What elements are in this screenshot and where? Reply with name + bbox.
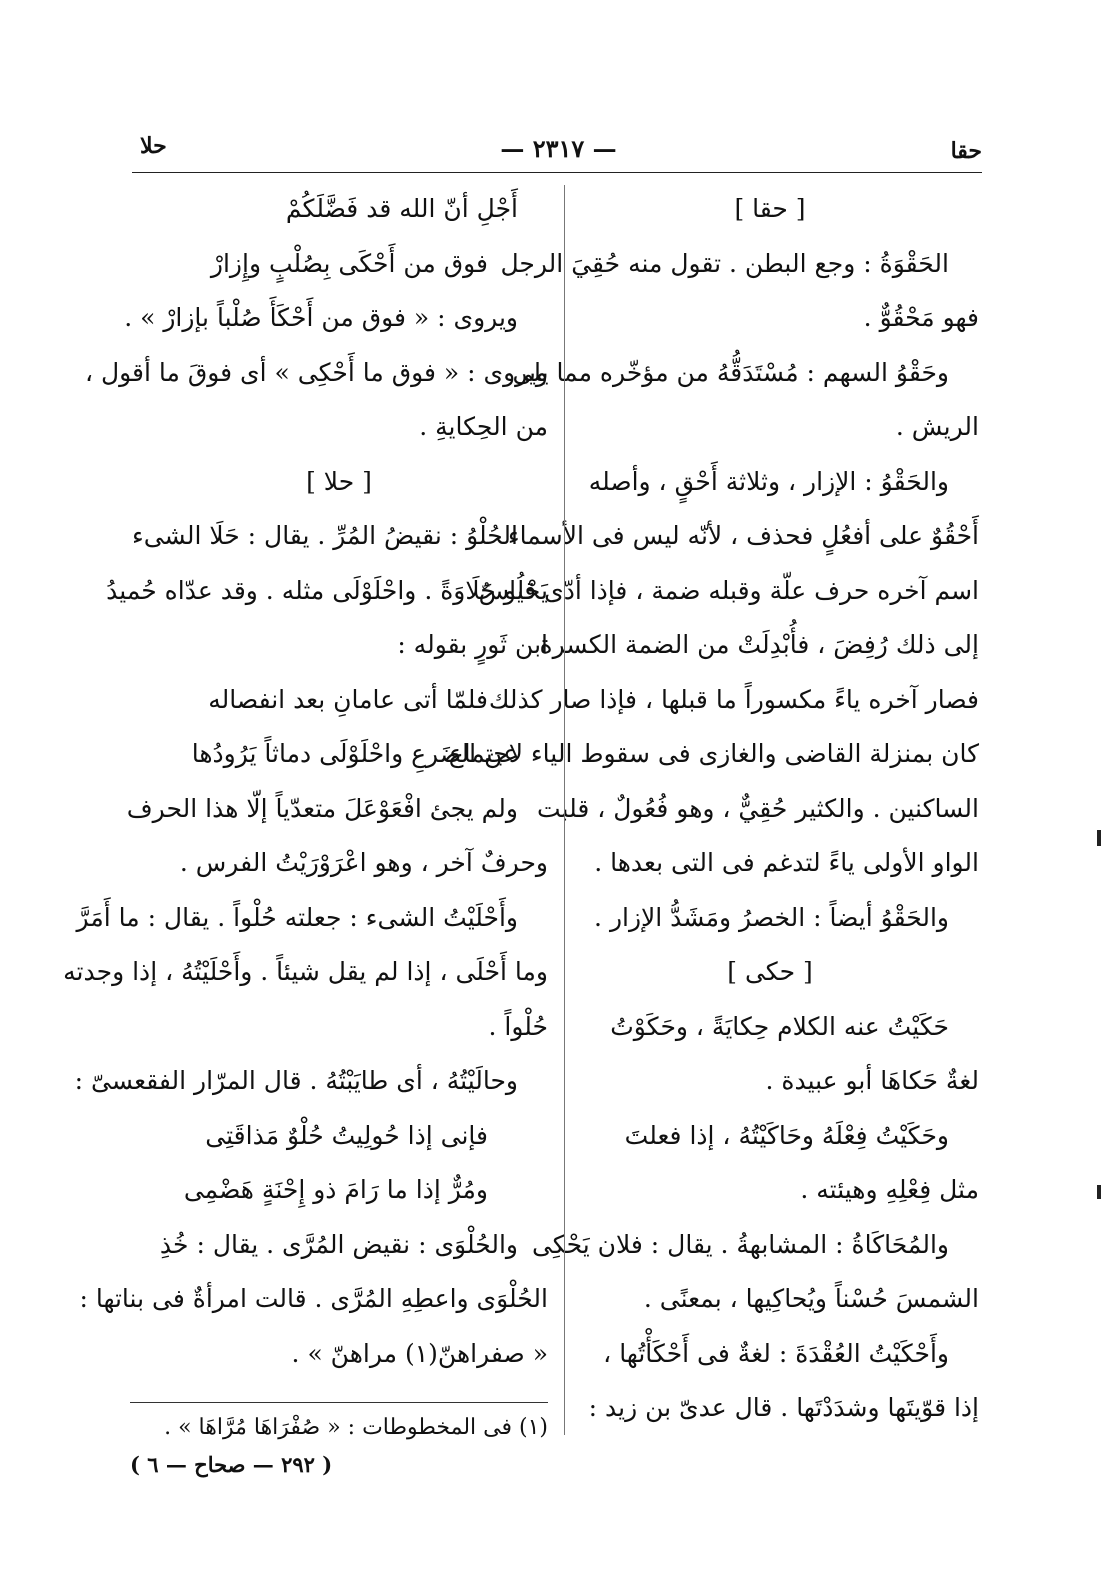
header-rule	[132, 172, 982, 173]
text-line: « صفراهنّ(١) مراهنّ » .	[291, 1338, 548, 1368]
text-line: الحَقْوَةُ : وجع البطن . تقول منه حُقِيَ الرجل	[500, 248, 949, 278]
text-line: ولم يجئ افْعَوْعَلَ متعدّياً إلّا هذا الحرف	[126, 793, 518, 823]
footnote: (١) فى المخطوطات : « صُفْرَاهَا مُرَّاهَا » .	[164, 1415, 548, 1440]
text-line: الواو الأولى ياءً لتدغم فى التى بعدها .	[594, 848, 979, 877]
text-line: فإنى إذا حُولِيتُ حُلْوٌ مَذاقَتِى	[205, 1120, 488, 1150]
text-line: الشمسَ حُسْناً ويُحاكِيها ، بمعنًى .	[643, 1284, 979, 1313]
text-line: وأَحْكَيْتُ العُقْدَةَ : لغةٌ فى أَحْكَأْتُها ،	[603, 1338, 949, 1368]
text-line: وحَقْوُ السهم : مُسْتَدَقُّهُ من مؤخّره مما يلى	[512, 357, 949, 387]
text-line: أَحْقُوٌ على أفعُلٍ فحذف ، لأنّه ليس فى الأسماء	[507, 521, 979, 550]
text-line: وحالَيْتُهُ ، أى طايَبْتُهُ . قال المرّار الفقعسىّ :	[74, 1066, 518, 1095]
footnote-rule	[130, 1402, 548, 1403]
entry-heading: [ حقا ]	[734, 194, 806, 223]
text-line: فصار آخره ياءً مكسوراً ما قبلها ، فإذا صار كذلك	[488, 684, 979, 714]
text-line: وما أَحْلَى ، إذا لم يقل شيئاً . وأَحْلَيْتُهُ ، إذا وجدته	[63, 957, 548, 986]
text-line: الحُلْوُ : نقيضُ المُرِّ . يقال : حَلَا الشىء	[131, 521, 518, 550]
text-line: الحُلْوَى واعطِهِ المُرَّى . قالت امرأةٌ فى بناتها :	[79, 1284, 548, 1313]
text-line: إلى ذلك رُفِضَ ، فأُبْدِلَتْ من الضمة الكسرة	[539, 630, 979, 659]
header-entry-left: حلا	[140, 133, 167, 159]
header-entry-right: حقا	[950, 138, 982, 164]
text-line: ويروى : « فوق من أَحْكَأَ صُلْباً بإزارْ » .	[124, 303, 518, 332]
text-line: الريش .	[895, 412, 979, 441]
text-line: والحُلْوَى : نقيض المُرَّى . يقال : خُذِ	[159, 1229, 518, 1259]
text-line: وحَكَيْتُ فِعْلَهُ وحَاكَيْتُهُ ، إذا فعلتَ	[624, 1120, 949, 1150]
text-line: ومُرٌّ إذا ما رَامَ ذو إِحْنَةٍ هَضْمِى	[183, 1175, 488, 1204]
text-line: حَكَيْتُ عنه الكلام حِكايَةً ، وحَكَوْتُ	[610, 1011, 949, 1041]
text-line: فهو مَحْقُوٌّ .	[863, 303, 979, 332]
text-line: فلمّا أتى عامانِ بعد انفصاله	[208, 684, 488, 714]
page-number: — ٢٣١٧ —	[500, 134, 617, 163]
text-line: إذا قوّيتَها وشدَدْتَها . قال عدىّ بن زيد :	[588, 1393, 979, 1422]
text-line: اسم آخره حرف علّة وقبله ضمة ، فإذا أدّى قياسٌ	[478, 575, 979, 605]
column-divider	[564, 185, 565, 1435]
text-line: من الحِكايةِ .	[419, 412, 548, 441]
text-line: حُلْواً .	[488, 1011, 548, 1041]
text-line: والحَقْوُ : الإزار ، وثلاثة أَحْقٍ ، وأصله	[588, 466, 949, 496]
text-line: وأَحْلَيْتُ الشىء : جعلته حُلْواً . يقال : ما أَمَرَّ	[76, 902, 518, 932]
text-line: فوق من أَحْكَى بِصُلْبٍ وإِزارْ	[210, 248, 488, 278]
text-line: كان بمنزلة القاضى والغازى فى سقوط الياء لاجتماع	[448, 739, 979, 768]
text-line: مثل فِعْلِهِ وهيئته .	[800, 1175, 979, 1204]
left-column	[63, 182, 548, 1381]
scan-edge-mark	[1097, 830, 1101, 846]
scan-edge-mark	[1097, 1185, 1101, 1199]
text-line: أَجْلِ أنّ الله قد فَضَّلَكُمْ	[285, 194, 518, 223]
text-line: والحَقْوُ أيضاً : الخصرُ ومَشَدُّ الإزار .	[594, 902, 949, 932]
text-line: يَحْلُو حَلَاوَةً . واحْلَوْلَى مثله . وقد عدّاه حُميدُ	[106, 575, 548, 605]
entry-heading: [ حكى ]	[727, 957, 813, 986]
text-line: ويروى : « فوق ما أَحْكِى » أى فوقَ ما أقول ،	[84, 357, 548, 387]
text-line: الساكنين . والكثير حُقِيٌّ ، وهو فُعُولٌ ، قلبت	[536, 793, 979, 823]
text-line: والمُحَاكَاةُ : المشابهةُ . يقال : فلان يَحْكِى	[531, 1229, 949, 1259]
signature-mark: ( ٢٩٢ — صحاح — ٦ )	[130, 1452, 333, 1477]
text-line: لغةٌ حَكاهَا أبو عبيدة .	[765, 1066, 979, 1095]
text-line: ابن ثَورٍ بقوله :	[397, 630, 548, 659]
text-line: وحرفٌ آخر ، وهو اعْرَوْرَيْتُ الفرس .	[179, 848, 548, 877]
entry-heading: [ حلا ]	[306, 466, 372, 496]
text-line: عن الضَرعِ واحْلَوْلَى دماثاً يَرُودُها	[191, 739, 518, 768]
